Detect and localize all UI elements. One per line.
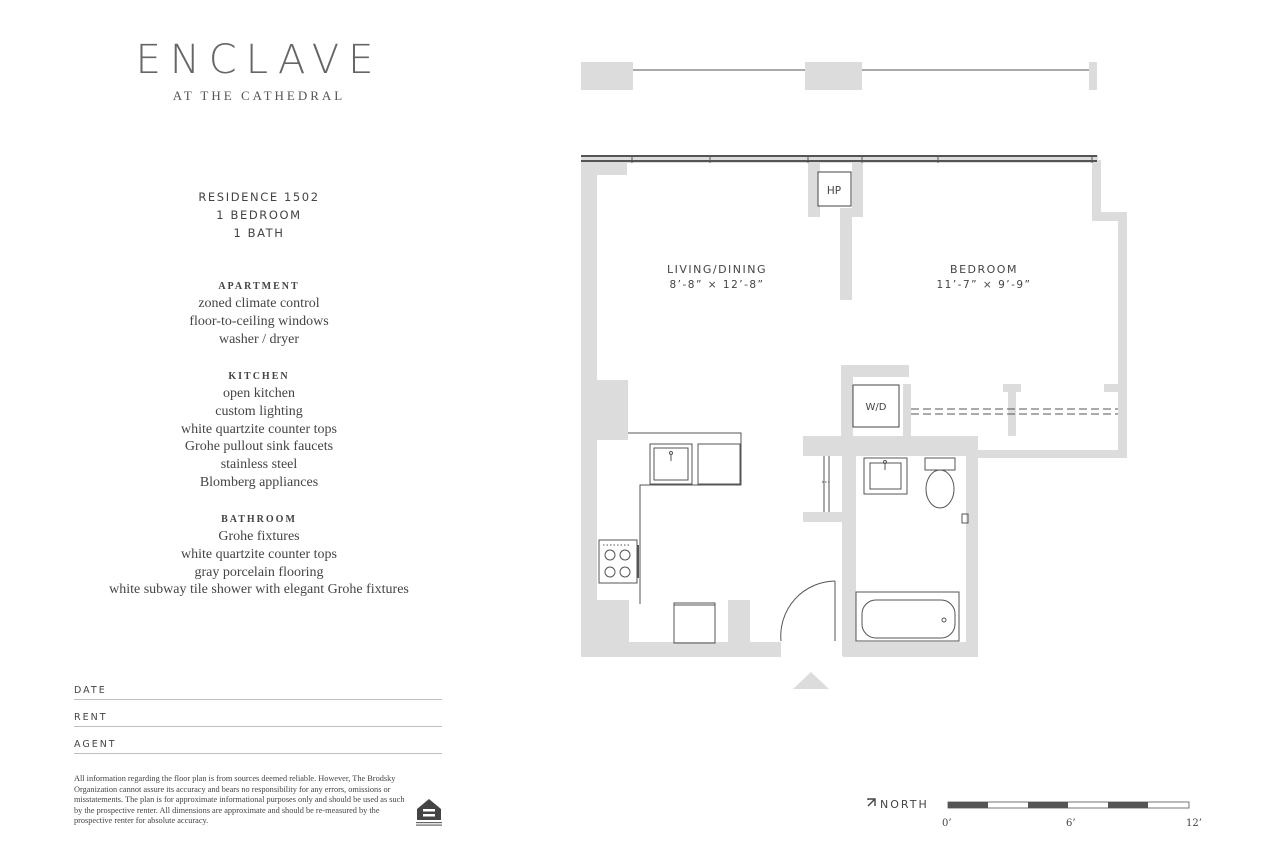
feature-item: Grohe fixtures: [218, 529, 300, 544]
scale-label-mid: 6’: [1066, 818, 1076, 829]
residence-unit: RESIDENCE 1502: [198, 190, 320, 204]
feature-item: stainless steel: [220, 457, 298, 473]
hp-label: HP: [826, 185, 842, 197]
feature-item: white subway tile shower with elegant Grohe fixtures: [109, 582, 409, 598]
north-label: NORTH: [880, 798, 929, 811]
feature-item: custom lighting: [215, 403, 303, 419]
living-room-name: LIVING/DINING: [666, 263, 768, 276]
plan-walls: [581, 62, 1127, 657]
brand-logo: ENCLAVE: [135, 37, 383, 83]
scale-bar: [948, 802, 1189, 808]
scale-label-end: 12’: [1186, 818, 1202, 829]
feature-item: gray porcelain flooring: [194, 564, 324, 580]
residence-baths: 1 BATH: [233, 226, 285, 240]
disclaimer-text: All information regarding the floor plan is from sources deemed reliable. However, The Brodsky Organization cannot assure its accuracy and bears no responsibility for any errors, omissions or misstatements. The plan is for approximate informational purposes only and should be used as such by the prospective renter. All dimensions are approximate and should be re-measured by the prospective renter for absolute accuracy.: [74, 774, 405, 826]
rent-label: RENT: [74, 712, 108, 723]
feature-item: white quartzite counter tops: [181, 421, 337, 437]
entry-arrow-icon: [793, 672, 829, 689]
bedroom-name: BEDROOM: [950, 263, 1018, 276]
kitchen-title: KITCHEN: [228, 371, 290, 382]
feature-item: floor-to-ceiling windows: [189, 313, 329, 329]
wd-label: W/D: [865, 402, 887, 413]
agent-label: AGENT: [74, 739, 117, 750]
apartment-title: APARTMENT: [218, 281, 300, 292]
feature-item: white quartzite counter tops: [181, 546, 337, 562]
feature-item: zoned climate control: [198, 296, 320, 311]
date-label: DATE: [74, 685, 107, 696]
living-room-dims: 8’-8” × 12’-8”: [669, 279, 765, 291]
residence-bedrooms: 1 BEDROOM: [216, 208, 302, 222]
bathroom-title: BATHROOM: [221, 514, 297, 525]
feature-item: washer / dryer: [218, 331, 300, 347]
scale-label-start: 0’: [942, 818, 952, 829]
feature-item: Grohe pullout sink faucets: [184, 439, 334, 455]
feature-item: Blomberg appliances: [199, 474, 319, 490]
north-arrow-icon: [868, 799, 875, 806]
brand-tagline: AT THE CATHEDRAL: [172, 88, 346, 103]
bedroom-dims: 11’-7” × 9’-9”: [936, 279, 1032, 291]
feature-item: open kitchen: [223, 386, 295, 401]
